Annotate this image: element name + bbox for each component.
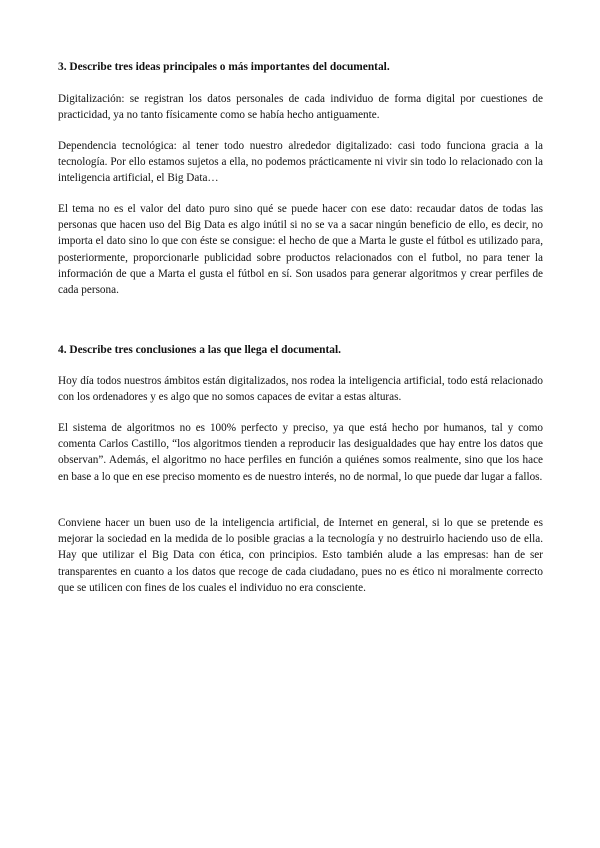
section-3-paragraph-2: Dependencia tecnológica: al tener todo nuestro alrededor digitalizado: casi todo funciona gracia a la tecnología. Por ello estamos sujetos a ella, no podemos prácticamente ni vivir sin todo lo relacionado con la inteligencia artificial, el Big Data… (58, 140, 543, 185)
section-4-paragraph-1: Hoy día todos nuestros ámbitos están digitalizados, nos rodea la inteligencia artificial, todo está relacionado con los ordenadores y es algo que no somos capaces de evitar a estas alturas. (58, 375, 543, 404)
section-4-paragraph-3: Conviene hacer un buen uso de la inteligencia artificial, de Internet en general, si lo que se pretende es mejorar la sociedad en la medida de lo posible gracias a la tecnología y no destruirlo haciendo uso de ella. Hay que utilizar el Big Data con ética, con principios. Esto también alude a las empresas: han de ser transparentes en cuanto a los datos que recoge de cada ciudadano, pues no es ético ni moralmente correcto que se utilicen con fines de los cuales el individuo no era consciente. (58, 517, 543, 594)
section-4-heading: 4. Describe tres conclusiones a las que llega el documental. (58, 344, 341, 356)
section-3-paragraph-3: El tema no es el valor del dato puro sino qué se puede hacer con ese dato: recaudar datos de todas las personas que hacen uso del Big Data es algo inútil si no se va a sacar ningún beneficio de ello, es decir, no importa el dato sino lo que con éste se consigue: el hecho de que a Marta le guste el fútbol es utilizado para, posteriormente, proporcionarle publicidad sobre productos relacionados con el futbol, no para tener la información de que a Marta el gusta el fútbol en sí. Son usados para generar algoritmos y crear perfiles de cada persona. (58, 203, 543, 297)
section-3-heading: 3. Describe tres ideas principales o más importantes del documental. (58, 61, 390, 73)
section-4-paragraph-2: El sistema de algoritmos no es 100% perfecto y preciso, ya que está hecho por humanos, tal y como comenta Carlos Castillo, “los algoritmos tienden a reproducir las desigualdades que hay entre los datos que observan”. Además, el algoritmo no hace perfiles en función a quiénes somos realmente, sino que los hace en base a lo que en ese preciso momento es de nuestro interés, no de normal, lo que puede dar lugar a fallos. (58, 422, 543, 483)
section-3-paragraph-1: Digitalización: se registran los datos personales de cada individuo de forma digital por cuestiones de practicidad, ya no tanto físicamente como se había hecho antiguamente. (58, 93, 543, 122)
